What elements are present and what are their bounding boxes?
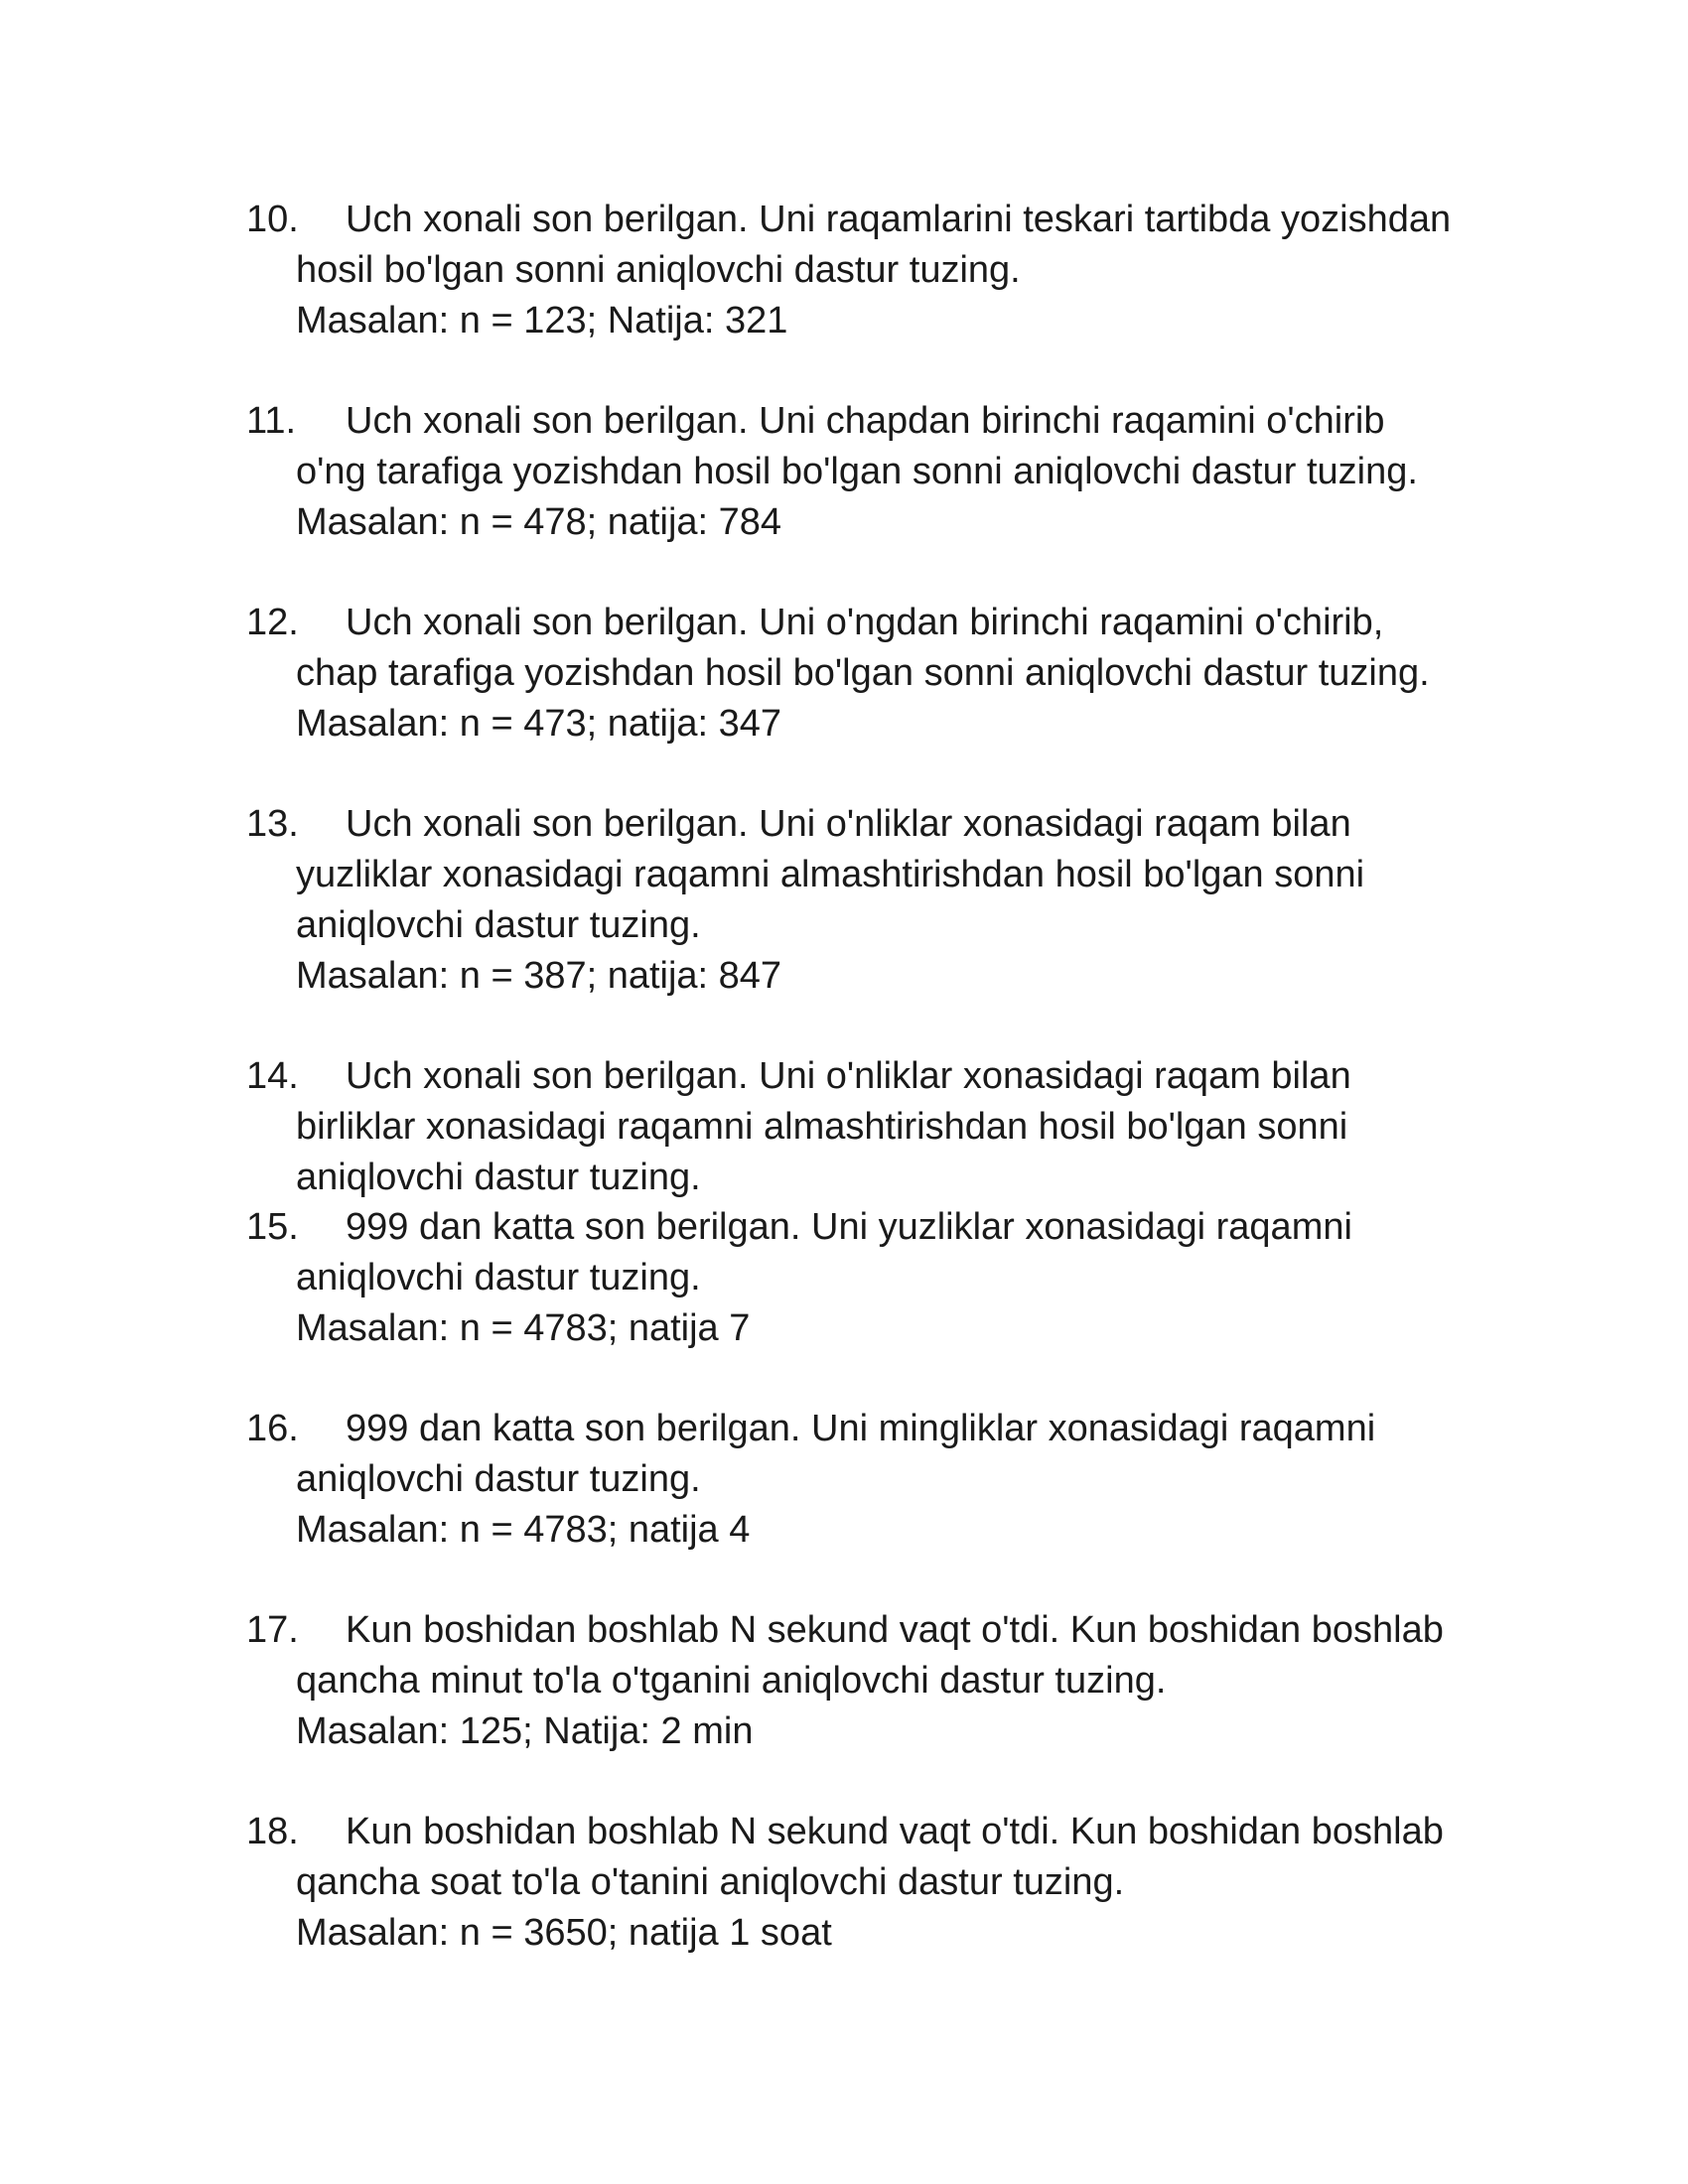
problem-text-line: Kun boshidan boshlab N sekund vaqt o'tdi. Kun boshidan boshlab [346,1609,1444,1651]
problem-text-line: Uch xonali son berilgan. Uni raqamlarini teskari tartibda yozishdan [346,199,1452,240]
problem-number: 18. [246,1811,299,1852]
problem-text-line: chap tarafiga yozishdan hosil bo'lgan sonni aniqlovchi dastur tuzing. [296,652,1430,694]
problem-text-line: aniqlovchi dastur tuzing. [296,904,701,946]
problem-example: Masalan: n = 4783; natija 4 [296,1509,751,1551]
problem-number: 13. [246,803,299,845]
problem-14 [246,1051,1497,1203]
problem-text-line: 999 dan katta son berilgan. Uni yuzliklar xonasidagi raqamni [346,1206,1352,1248]
problem-text-line: Uch xonali son berilgan. Uni o'ngdan birinchi raqamini o'chirib, [346,602,1384,643]
problem-16 [246,1404,1497,1556]
problem-number: 15. [246,1206,299,1248]
problem-example: Masalan: n = 473; natija: 347 [296,703,782,745]
problem-text-line: 999 dan katta son berilgan. Uni mingliklar xonasidagi raqamni [346,1408,1376,1449]
problem-text-line: aniqlovchi dastur tuzing. [296,1157,701,1198]
problem-17 [246,1605,1497,1757]
problem-15 [246,1202,1497,1354]
problem-example: Masalan: n = 4783; natija 7 [296,1307,751,1349]
problem-text-line: o'ng tarafiga yozishdan hosil bo'lgan sonni aniqlovchi dastur tuzing. [296,451,1418,492]
problem-10 [246,195,1497,346]
problem-number: 14. [246,1055,299,1097]
problem-12 [246,598,1497,750]
problem-number: 16. [246,1408,299,1449]
problem-example: Masalan: 125; Natija: 2 min [296,1710,754,1752]
problem-13 [246,799,1497,1002]
problem-text-line: yuzliklar xonasidagi raqamni almashtirishdan hosil bo'lgan sonni [296,854,1365,895]
problem-text-line: Uch xonali son berilgan. Uni chapdan birinchi raqamini o'chirib [346,400,1385,442]
problem-text-line: Uch xonali son berilgan. Uni o'nliklar xonasidagi raqam bilan [346,803,1351,845]
problem-text-line: birliklar xonasidagi raqamni almashtirishdan hosil bo'lgan sonni [296,1106,1348,1148]
problem-example: Masalan: n = 387; natija: 847 [296,955,782,997]
problem-text-line: aniqlovchi dastur tuzing. [296,1458,701,1500]
problem-text-line: Kun boshidan boshlab N sekund vaqt o'tdi. Kun boshidan boshlab [346,1811,1444,1852]
problem-text-line: Uch xonali son berilgan. Uni o'nliklar xonasidagi raqam bilan [346,1055,1351,1097]
problem-number: 12. [246,602,299,643]
problem-example: Masalan: n = 3650; natija 1 soat [296,1912,832,1954]
problem-example: Masalan: n = 478; natija: 784 [296,501,782,543]
problem-number: 10. [246,199,299,240]
problem-text-line: qancha minut to'la o'tganini aniqlovchi dastur tuzing. [296,1660,1167,1702]
problem-number: 17. [246,1609,299,1651]
problem-11 [246,396,1497,548]
problem-text-line: hosil bo'lgan sonni aniqlovchi dastur tuzing. [296,249,1021,291]
problem-text-line: qancha soat to'la o'tanini aniqlovchi dastur tuzing. [296,1861,1125,1903]
problem-example: Masalan: n = 123; Natija: 321 [296,300,788,341]
problem-number: 11. [246,400,297,442]
problem-text-line: aniqlovchi dastur tuzing. [296,1257,701,1298]
problem-18 [246,1807,1497,1959]
